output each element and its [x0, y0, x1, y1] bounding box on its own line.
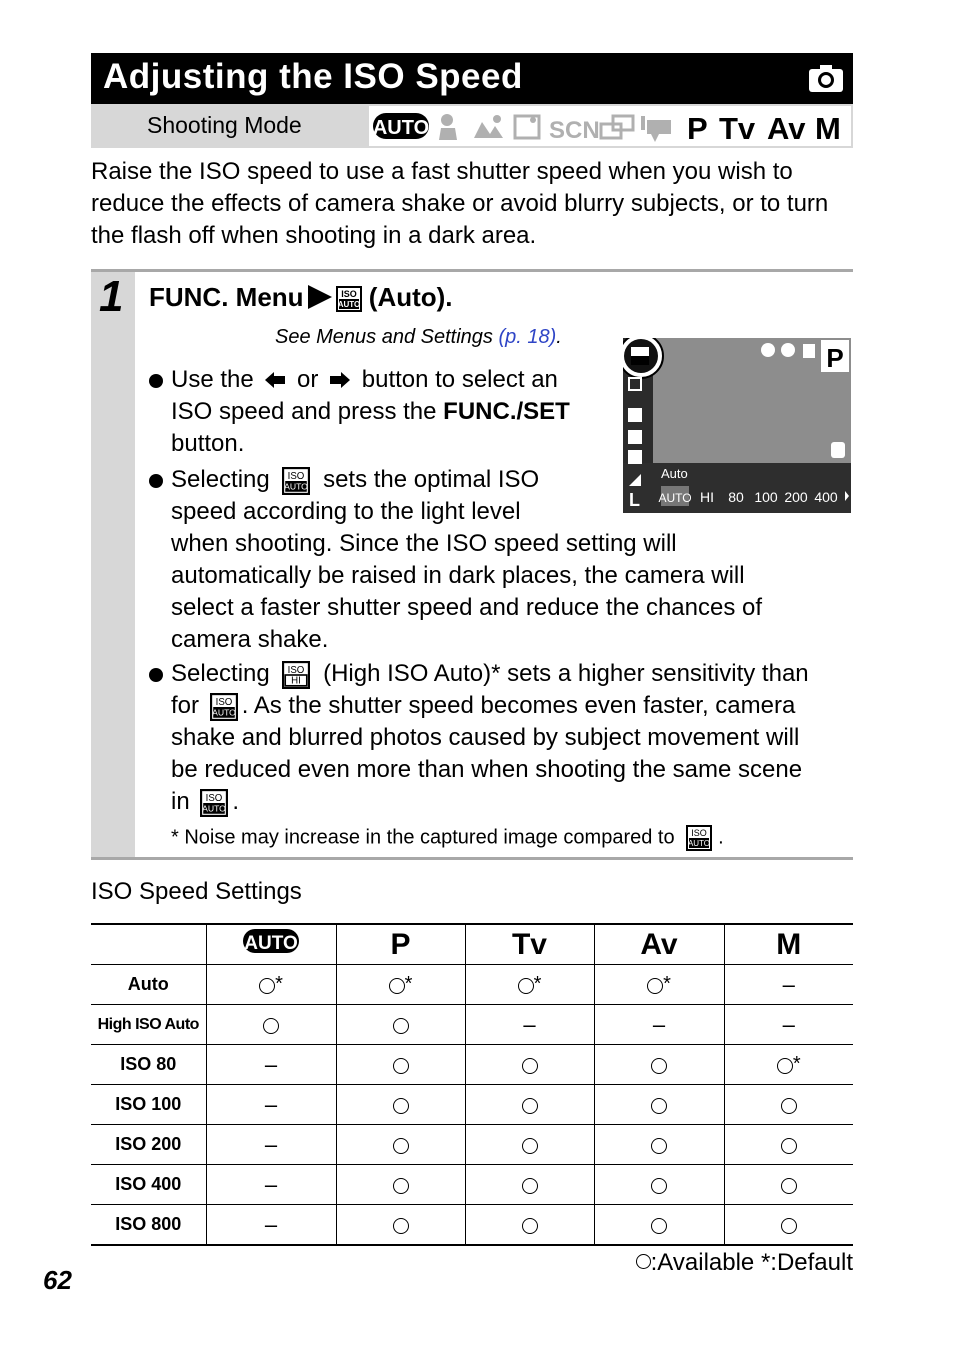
see-reference — [275, 326, 562, 349]
noise-footnote — [171, 825, 724, 851]
b3-text-f: be reduced even more than when shooting the same scene — [171, 756, 803, 783]
availability-cell — [206, 1005, 336, 1045]
availability-cell — [594, 1085, 724, 1125]
available-circle-icon — [522, 1138, 538, 1154]
available-circle-icon — [651, 1098, 667, 1114]
b2-text-c: speed according to the light level — [171, 498, 521, 525]
mode-tv-text: Tv — [719, 111, 756, 146]
b3-text-d: . As the shutter speed becomes even faster, camera — [241, 692, 796, 719]
available-circle-icon — [393, 1098, 409, 1114]
svg-text:ISO: ISO — [340, 289, 357, 300]
lcd-option-80: 80 — [728, 489, 744, 505]
availability-cell: – — [206, 1085, 336, 1125]
iso-auto-icon — [336, 286, 362, 312]
availability-cell — [594, 1165, 724, 1205]
func-menu-label: FUNC. Menu — [149, 282, 304, 312]
col-header-m: M — [724, 924, 853, 965]
svg-text:AUTO: AUTO — [337, 300, 360, 310]
b3-text-g: in — [171, 788, 197, 815]
b1-text-c: ISO speed and press the — [171, 398, 444, 425]
row-label: ISO 80 — [91, 1045, 206, 1085]
availability-cell — [594, 1125, 724, 1165]
see-end: . — [556, 326, 562, 348]
available-circle-icon — [651, 1218, 667, 1234]
legend-available: :Available — [650, 1249, 755, 1276]
table-row — [91, 1005, 853, 1045]
availability-cell: – — [206, 1045, 336, 1085]
step-sidebar — [91, 272, 135, 857]
b3-text-c: for — [171, 692, 206, 719]
title-auto-label: (Auto). — [368, 282, 453, 312]
availability-cell — [724, 1205, 853, 1246]
available-circle-icon — [393, 1018, 409, 1034]
lcd-mode-text: P — [826, 343, 844, 373]
step-box — [91, 269, 853, 860]
svg-text:ISO: ISO — [206, 792, 223, 804]
b2-text-b: sets the optimal ISO — [316, 466, 540, 493]
bullet-use-buttons — [149, 364, 589, 460]
table-row — [91, 1125, 853, 1165]
availability-cell: – — [465, 1005, 594, 1045]
availability-cell — [336, 1125, 465, 1165]
auto-mode-icon — [241, 926, 301, 956]
iso-auto-icon — [686, 825, 712, 851]
availability-cell — [594, 965, 724, 1005]
iso-settings-caption: ISO Speed Settings — [91, 878, 302, 905]
col-header-auto — [206, 924, 336, 965]
movie-icon — [647, 120, 671, 134]
availability-cell — [724, 1045, 853, 1085]
available-circle-icon — [781, 1098, 797, 1114]
row-label: ISO 100 — [91, 1085, 206, 1125]
mode-av-text: Av — [767, 111, 806, 146]
legend-default: *:Default — [754, 1249, 853, 1276]
page-link[interactable]: (p. 18) — [498, 326, 557, 348]
available-circle-icon — [651, 1058, 667, 1074]
func-set-label: FUNC./SET — [443, 398, 570, 425]
lcd-auto-label: Auto — [661, 466, 688, 481]
table-row — [91, 1045, 853, 1085]
table-body — [91, 965, 853, 1246]
table-row — [91, 1205, 853, 1246]
availability-cell — [724, 1125, 853, 1165]
availability-cell: – — [206, 1205, 336, 1246]
shooting-mode-strip — [91, 104, 853, 148]
table-corner-cell — [91, 924, 206, 965]
available-circle-icon — [651, 1138, 667, 1154]
available-circle-icon — [393, 1138, 409, 1154]
availability-cell — [465, 1045, 594, 1085]
available-circle-icon — [781, 1218, 797, 1234]
available-circle-icon — [647, 978, 663, 994]
right-arrow-icon — [329, 371, 351, 389]
available-circle-icon — [636, 1254, 651, 1269]
footnote-end: . — [718, 826, 724, 849]
available-circle-icon — [781, 1178, 797, 1194]
availability-cell: – — [206, 1165, 336, 1205]
available-circle-icon — [522, 1178, 538, 1194]
svg-text:AUTO: AUTO — [211, 707, 236, 718]
b1-text-or: or — [290, 366, 326, 393]
step-number: 1 — [99, 272, 124, 321]
col-header-p: P — [336, 924, 465, 965]
shooting-mode-label: Shooting Mode — [147, 112, 302, 138]
availability-cell — [465, 1125, 594, 1165]
row-label: High ISO Auto — [91, 1005, 206, 1045]
availability-cell: – — [594, 1005, 724, 1045]
svg-text:L: L — [629, 490, 640, 510]
availability-cell — [336, 1045, 465, 1085]
available-circle-icon — [518, 978, 534, 994]
table-header-row — [91, 924, 853, 965]
availability-cell — [336, 1165, 465, 1205]
svg-text:AUTO: AUTO — [202, 803, 227, 814]
iso-auto-icon — [282, 467, 310, 495]
availability-cell — [465, 965, 594, 1005]
available-circle-icon — [522, 1098, 538, 1114]
row-label: ISO 400 — [91, 1165, 206, 1205]
svg-text:AUTO: AUTO — [688, 839, 711, 848]
bullet-dot — [149, 374, 163, 388]
svg-text:ISO: ISO — [691, 828, 707, 838]
default-star: * — [275, 972, 283, 995]
row-label: Auto — [91, 965, 206, 1005]
row-label: ISO 200 — [91, 1125, 206, 1165]
default-star: * — [404, 972, 413, 995]
lcd-option-400: 400 — [814, 489, 838, 505]
section-title-bar — [91, 53, 853, 104]
mode-p-text: P — [687, 111, 708, 146]
available-circle-icon — [777, 1058, 793, 1074]
availability-cell — [336, 1085, 465, 1125]
b1-text-d: button. — [171, 430, 245, 457]
availability-cell — [206, 965, 336, 1005]
page-title: Adjusting the ISO Speed — [103, 57, 523, 96]
iso-hi-icon — [282, 661, 310, 689]
lcd-option-100: 100 — [754, 489, 778, 505]
camera-icon — [808, 63, 844, 93]
table-row — [91, 965, 853, 1005]
iso-settings-table — [91, 923, 853, 1246]
col-header-tv: Tv — [465, 924, 594, 965]
availability-cell: – — [724, 965, 853, 1005]
availability-cell — [465, 1205, 594, 1246]
availability-cell — [336, 1005, 465, 1045]
svg-text:ISO: ISO — [288, 470, 305, 482]
b2-text-e: automatically be raised in dark places, the camera will — [171, 562, 745, 589]
b2-text-f: select a faster shutter speed and reduce the chances of — [171, 594, 763, 621]
portrait-icon — [441, 114, 453, 126]
bullet-iso-auto — [149, 464, 849, 654]
available-circle-icon — [393, 1218, 409, 1234]
availability-cell — [336, 1205, 465, 1246]
available-circle-icon — [522, 1218, 538, 1234]
default-star: * — [792, 1052, 801, 1075]
availability-cell — [465, 1085, 594, 1125]
see-text: See Menus and Settings — [275, 326, 499, 348]
mode-m-text: M — [815, 111, 841, 146]
intro-paragraph: Raise the ISO speed to use a fast shutter speed when you wish to reduce the effects of camera shake or avoid blurry subjects, or to turn the flash off when shooting in a dark area. — [91, 158, 829, 249]
available-circle-icon — [389, 978, 405, 994]
bullet-dot — [149, 474, 163, 488]
b3-text-b: (High ISO Auto)* sets a higher sensitivity than — [316, 660, 809, 687]
lcd-option-200: 200 — [784, 489, 808, 505]
availability-cell — [724, 1165, 853, 1205]
footnote-text: * Noise may increase in the captured image compared to — [171, 826, 681, 849]
landscape-icon — [474, 122, 503, 138]
available-circle-icon — [393, 1178, 409, 1194]
availability-cell — [465, 1165, 594, 1205]
row-label: ISO 800 — [91, 1205, 206, 1246]
auto-mode-icon — [373, 113, 429, 139]
availability-cell — [594, 1205, 724, 1246]
step-title — [149, 282, 453, 313]
svg-text:AUTO: AUTO — [244, 932, 298, 954]
lcd-option-auto: AUTO — [658, 491, 692, 505]
available-circle-icon — [651, 1178, 667, 1194]
available-circle-icon — [522, 1058, 538, 1074]
b3-text-a: Selecting — [171, 660, 277, 687]
bullet-dot — [149, 668, 163, 682]
mode-auto-text: AUTO — [372, 117, 430, 139]
svg-text:ISO: ISO — [288, 664, 305, 676]
page-number: 62 — [43, 1265, 72, 1295]
availability-cell — [594, 1045, 724, 1085]
table-row — [91, 1165, 853, 1205]
b3-text-e: shake and blurred photos caused by subject movement will — [171, 724, 800, 751]
default-star: * — [663, 972, 671, 995]
availability-cell — [336, 965, 465, 1005]
available-circle-icon — [781, 1138, 797, 1154]
svg-text:AUTO: AUTO — [284, 481, 309, 492]
svg-text:HI: HI — [291, 675, 302, 687]
availability-cell: – — [724, 1005, 853, 1045]
table-row — [91, 1085, 853, 1125]
b3-text-h: . — [232, 788, 240, 815]
left-arrow-icon — [264, 371, 286, 389]
iso-auto-icon — [200, 789, 228, 817]
shooting-mode-icons — [369, 106, 851, 146]
right-arrow-icon — [308, 285, 332, 309]
availability-cell: – — [206, 1125, 336, 1165]
scene-mode-icons — [439, 114, 671, 144]
availability-cell — [724, 1085, 853, 1125]
lcd-option-hi: HI — [700, 489, 714, 505]
available-circle-icon — [393, 1058, 409, 1074]
b2-text-a: Selecting — [171, 466, 277, 493]
iso-auto-icon — [210, 693, 238, 721]
b2-text-d: when shooting. Since the ISO speed setting will — [171, 530, 677, 557]
svg-text:ISO: ISO — [215, 696, 233, 708]
bullet-high-iso-auto — [149, 658, 849, 818]
default-star: * — [533, 972, 542, 995]
col-header-av: Av — [594, 924, 724, 965]
b1-text-b: button to select an — [355, 366, 558, 393]
scn-mode-text: SCN — [549, 117, 600, 144]
b2-text-g: camera shake. — [171, 626, 329, 653]
available-circle-icon — [259, 978, 275, 994]
table-legend — [636, 1249, 853, 1277]
b1-text-a: Use the — [171, 366, 261, 393]
available-circle-icon — [263, 1018, 279, 1034]
